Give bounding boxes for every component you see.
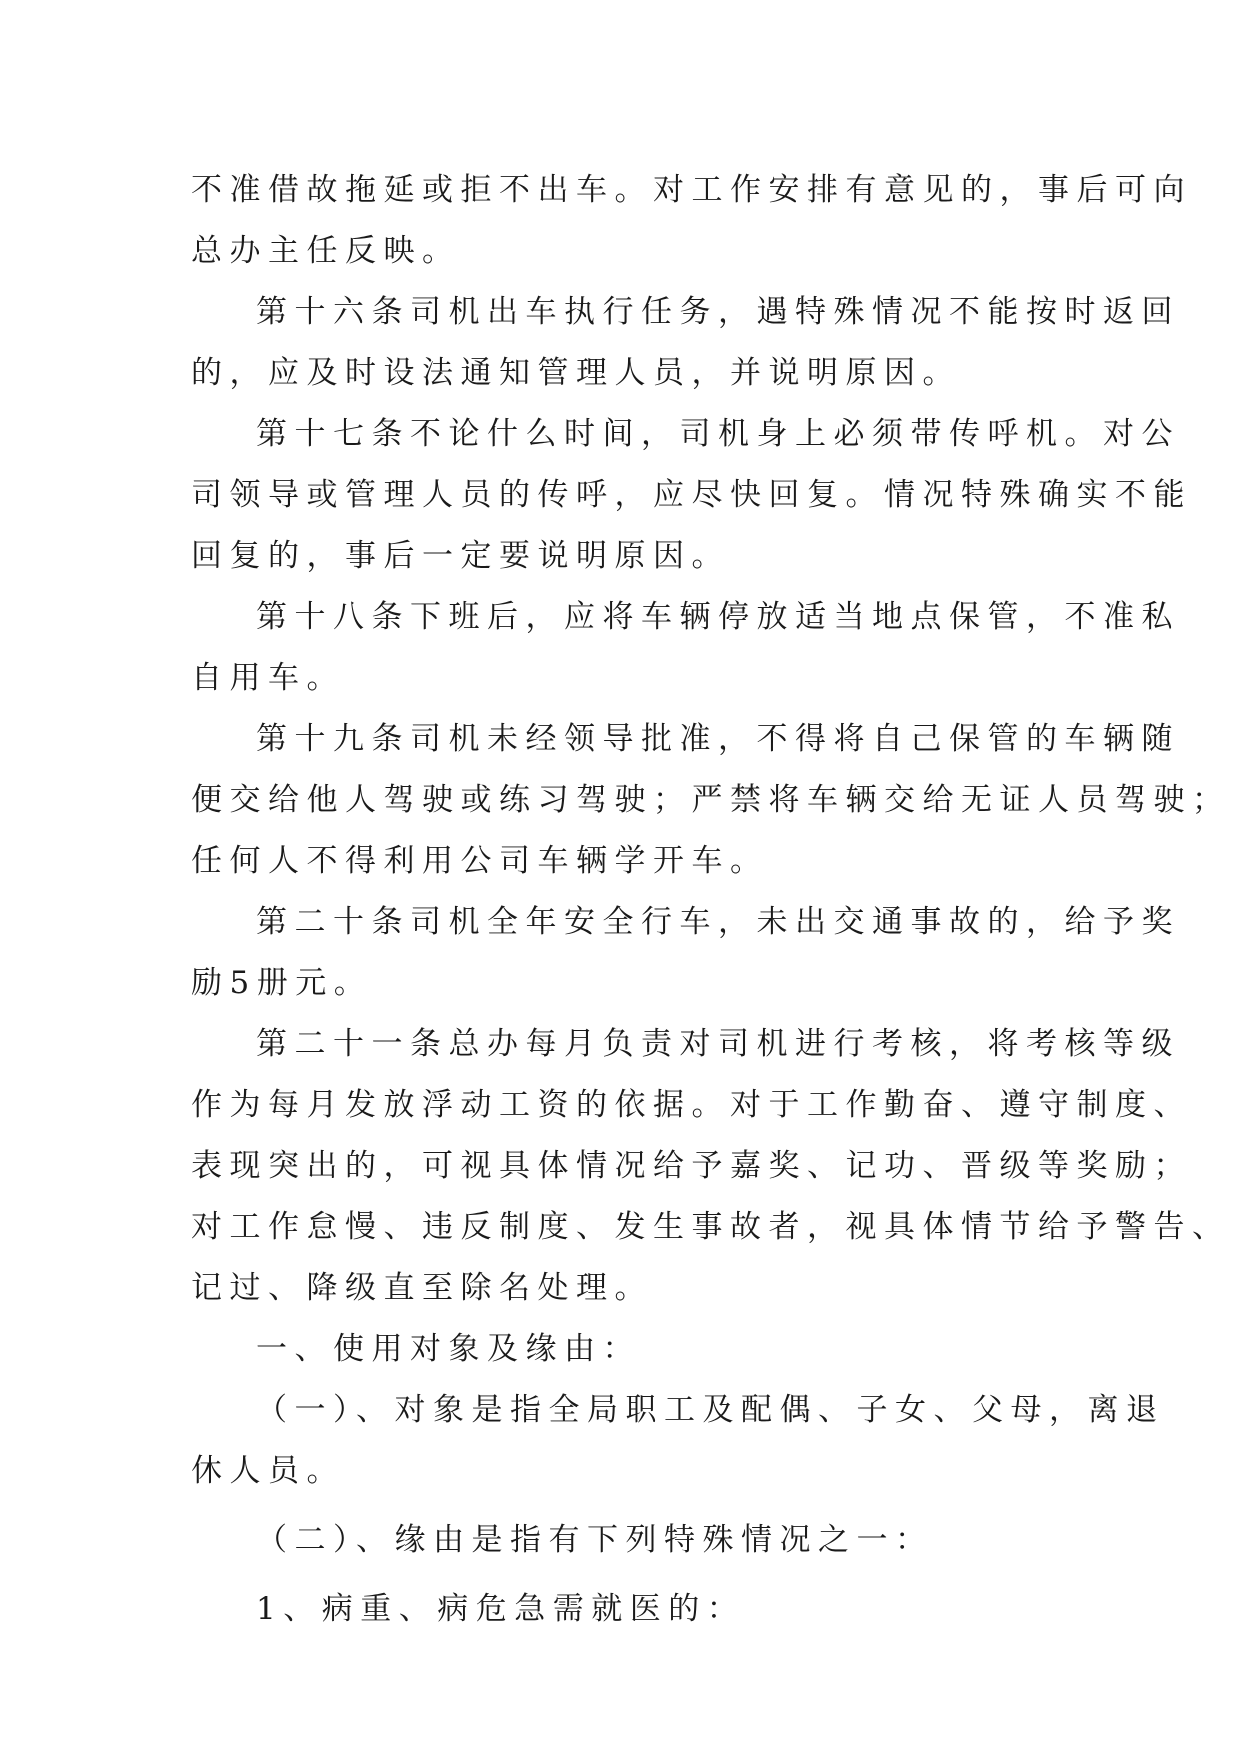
document-body — [191, 160, 1231, 1640]
article-20: 第二十条司机全年安全行车，未出交通事故的，给予奖 — [256, 904, 1180, 940]
article-17: 第十七条不论什么时间，司机身上必须带传呼机。对公 — [256, 416, 1180, 452]
text-line: 总办主任反映。 — [191, 233, 461, 269]
article-16: 第十六条司机出车执行任务，遇特殊情况不能按时返回 — [256, 294, 1180, 330]
subsection-1: （一）、对象是指全局职工及配偶、子女、父母，离退 — [256, 1392, 1165, 1428]
section-heading: 一、使用对象及缘由： — [256, 1331, 641, 1367]
article-21: 第二十一条总办每月负责对司机进行考核，将考核等级 — [256, 1026, 1180, 1062]
text-line: 表现突出的，可视具体情况给予嘉奖、记功、晋级等奖励； — [191, 1148, 1192, 1184]
article-18: 第十八条下班后，应将车辆停放适当地点保管，不准私 — [256, 599, 1180, 635]
article-19: 第十九条司机未经领导批准，不得将自己保管的车辆随 — [256, 721, 1180, 757]
list-item-1: 1、病重、病危急需就医的： — [256, 1591, 746, 1627]
text-line: 休人员。 — [191, 1453, 345, 1489]
text-line: 励5册元。 — [191, 965, 373, 1001]
subsection-2: （二）、缘由是指有下列特殊情况之一： — [256, 1522, 934, 1558]
text-line: 任何人不得利用公司车辆学开车。 — [191, 843, 769, 879]
text-line: 的，应及时设法通知管理人员，并说明原因。 — [191, 355, 961, 391]
text-line: 便交给他人驾驶或练习驾驶；严禁将车辆交给无证人员驾驶； — [191, 782, 1231, 818]
text-line: 回复的，事后一定要说明原因。 — [191, 538, 730, 574]
text-line: 不准借故拖延或拒不出车。对工作安排有意见的，事后可向 — [191, 172, 1192, 208]
text-line: 对工作怠慢、违反制度、发生事故者，视具体情节给予警告、 — [191, 1209, 1231, 1245]
text-line: 司领导或管理人员的传呼，应尽快回复。情况特殊确实不能 — [191, 477, 1192, 513]
text-line: 作为每月发放浮动工资的依据。对于工作勤奋、遵守制度、 — [191, 1087, 1192, 1123]
text-line: 记过、降级直至除名处理。 — [191, 1270, 653, 1306]
text-line: 自用车。 — [191, 660, 345, 696]
